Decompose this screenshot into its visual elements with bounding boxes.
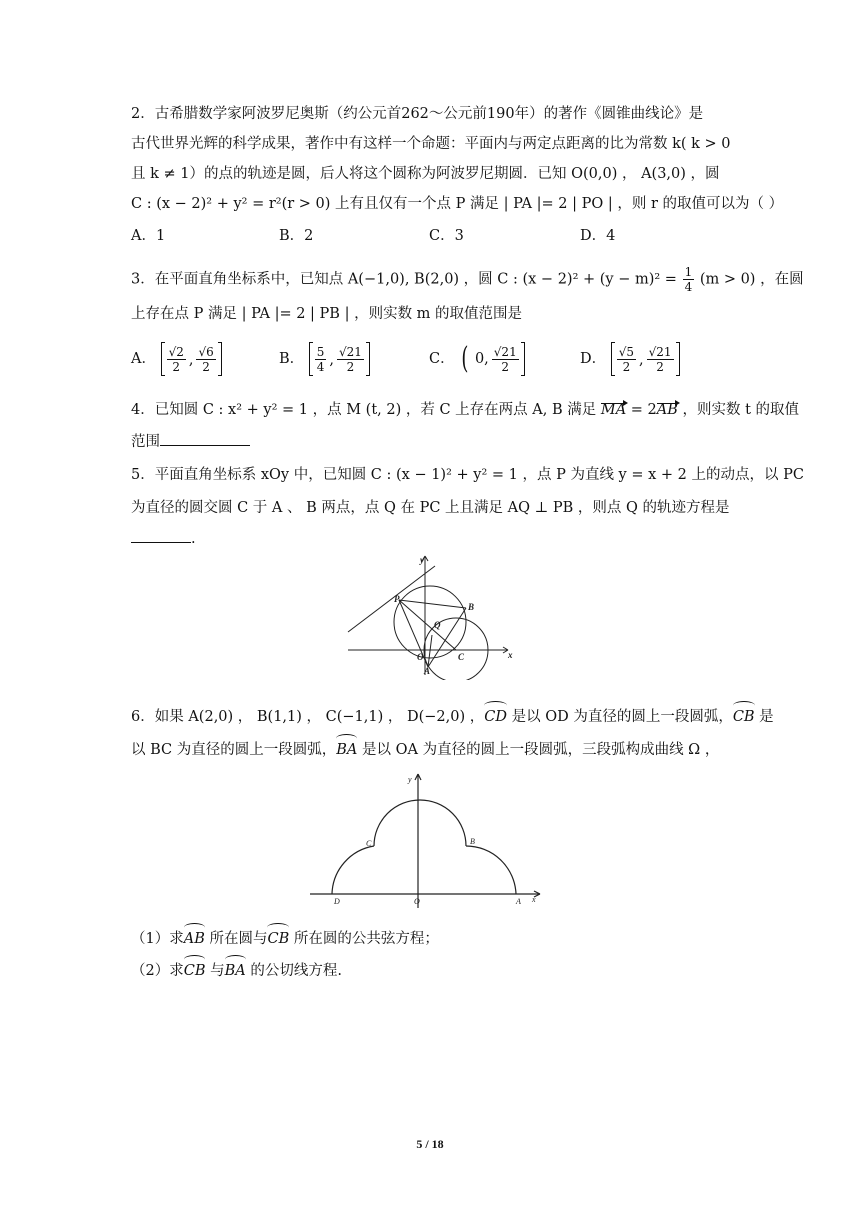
q2-line2: 古代世界光辉的科学成果，著作中有这样一个命题：平面内与两定点距离的比为常数 k( k > 0: [131, 136, 731, 152]
label-o: O: [417, 652, 424, 662]
curve-omega-figure: [310, 768, 555, 908]
q5-line1: 5．平面直角坐标系 xOy 中，已知圆 C : (x − 1)² + y² = 1 ，点 P 为直线 y = x + 2 上的动点，以 PC: [131, 467, 804, 483]
q2-line4: C : (x − 2)² + y² = r²(r > 0) 上有且仅有一个点 P 满足 | PA |= 2 | PO | ，则 r 的取值可以为（ ）: [131, 196, 784, 212]
label-y: y: [420, 555, 424, 565]
label-x: x: [532, 895, 536, 904]
q4-line1: 4．已知圆 C : x² + y² = 1 ，点 M (t, 2) ，若 C 上存在两点 A, B 满足 MA = 2AB ，则实数 t 的取值: [131, 402, 800, 418]
page-number: 5 / 18: [416, 1137, 444, 1151]
q4-line2: 范围: [131, 431, 250, 452]
label-o: O: [414, 897, 420, 906]
q6-sub2: （2）求CB 与BA 的公切线方程.: [131, 957, 342, 981]
q2-option-d: D．4: [580, 228, 616, 244]
q2-line3: 且 k ≠ 1）的点的轨迹是圆，后人将这个圆称为阿波罗尼期圆．已知 O(0,0) ， A(3,0) ，圆: [131, 166, 720, 182]
label-y: y: [408, 775, 412, 784]
arc-ba: [466, 846, 516, 894]
q2-line1: 2．古希腊数学家阿波罗尼奥斯（约公元首262～公元前190年）的著作《圆锥曲线论》是: [131, 106, 704, 122]
arc-cb: [374, 800, 466, 846]
q3-option-b: B． $\frac{5}{4}$ , $\frac{√21}{2}$: [279, 342, 370, 376]
q5-line2: 为直径的圆交圆 C 于 A 、 B 两点，点 Q 在 PC 上且满足 AQ ⊥ PB ，则点 Q 的轨迹方程是: [131, 500, 730, 516]
label-p: P: [394, 594, 400, 604]
q4-answer-blank: [160, 431, 250, 446]
q6-line2: 以 BC 为直径的圆上一段圆弧，BA 是以 OA 为直径的圆上一段圆弧，三段弧构成曲线 Ω ，: [131, 736, 719, 760]
circle-figure-1: [340, 550, 525, 680]
label-c: C: [366, 839, 372, 848]
q5-line3: .: [131, 528, 196, 549]
q3-option-a: A． $\frac{√2}{2}$ , $\frac{√6}{2}$: [131, 342, 222, 376]
label-b: B: [468, 602, 475, 612]
label-b: B: [470, 837, 475, 846]
q6-sub1: （1）求AB 所在圆与CB 所在圆的公共弦方程；: [131, 925, 439, 949]
line-y-x-plus-2: [348, 566, 435, 632]
label-d: D: [334, 897, 340, 906]
q3-option-d: D． $\frac{√5}{2}$ , $\frac{√21}{2}$: [580, 342, 680, 376]
q2-option-a: A．1: [131, 228, 166, 244]
q5-answer-blank: [131, 528, 191, 543]
arc-cd: [332, 846, 374, 894]
label-x: x: [508, 650, 513, 660]
q3-line2: 上存在点 P 满足 | PA |= 2 | PB | ，则实数 m 的取值范围是: [131, 306, 523, 322]
label-q: Q: [434, 620, 441, 630]
q3-option-c: C． ( 0, $\frac{√21}{2}$: [429, 342, 525, 376]
q6-line1: 6．如果 A(2,0) ， B(1,1) ， C(−1,1) ， D(−2,0) ，CD 是以 OD 为直径的圆上一段圆弧，CB 是: [131, 703, 774, 727]
q2-option-c: C．3: [429, 228, 464, 244]
label-c: C: [458, 652, 465, 662]
q3-line1: 3．在平面直角坐标系中，已知点 A(−1,0), B(2,0) ，圆 C : (x − 2)² + (y − m)² = $\frac{1}{4}$ (m > 0) ，在圆: [131, 265, 804, 294]
label-a: A: [424, 666, 431, 676]
label-a: A: [516, 897, 521, 906]
q2-option-b: B．2: [279, 228, 314, 244]
